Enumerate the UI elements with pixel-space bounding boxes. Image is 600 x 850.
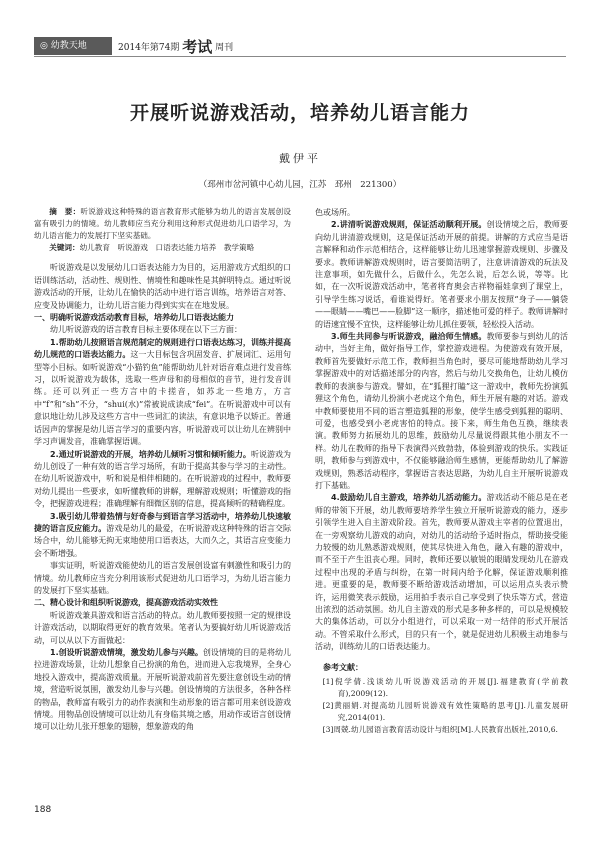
keywords-text: 幼儿教育 听说游戏 口语表达能力培养 教学策略 — [79, 243, 255, 252]
author-affiliation: （邳州市岔河镇中心幼儿园，江苏 邳州 221300） — [198, 180, 402, 190]
paragraph: 幼儿听说游戏的语言教育目标主要体现在以下三方面： — [50, 325, 242, 335]
paragraph-body: 游戏活动不能总是在老师的带领下开展，幼儿教师要培养学生独立开展听说游戏的能力，逐步引领学生进入自主游戏阶段。首先，教师要从游戏主宰者的位置退出，在一旁观察幼儿游戏的动向，对幼儿的活动给予适时指点，帮助接受能力较慢的幼儿熟悉游戏规则，使其尽快进入角色，融入有趣的游戏中，而不至于产生沮丧心理。同时，教师还要以敏锐的眼睛发现幼儿在游戏过程中出现的矛盾与纠纷，在第一时间内给予化解，保证游戏顺利推进。更重要的是，教师要不断给游戏活动增加，可以运用点头表示赞许，运用微笑表示鼓励，运用拍手表示自己享受到了快乐等方式，营造出浓烈的活动氛围。幼儿自主游戏的形式是多种多样的，可以是规模较大的集体活动，可以分小组进行，可以采取一对一结伴的形式开展活动。不管采取什么形式，目的只有一个，就是促进幼儿积极主动地参与活动，训练幼儿的口语表达能力。 — [315, 493, 569, 652]
reference-text: 黄丽娟.对提高幼儿园听说游戏有效性策略的思考[J].儿童发展研究,2014(01). — [333, 701, 568, 723]
abstract — [34, 206, 291, 242]
reference-number: [3] — [322, 725, 334, 735]
journal-info — [118, 39, 233, 56]
circle-icon: ◎ — [40, 41, 48, 51]
paragraph: 听说游戏是以发展幼儿口语表达能力为目的，运用游戏方式组织的口语训练活动，活动性、规则性、情境性和趣味性是其鲜明特点。通过听说游戏活动的开展，让幼儿在愉快的活动中进行语言训练，培养语言对答、应变及协调能力，让幼儿语言能力得到实实在在地发展。 — [34, 263, 291, 310]
paragraph — [315, 492, 568, 653]
paragraph — [315, 219, 568, 331]
paragraph — [34, 511, 291, 561]
subheading: 2.讲清听说游戏规则，保证活动顺利开展。 — [331, 220, 487, 230]
paragraph-body: 这一大目标包含巩固发音、扩展词汇、运用句型等小目标。如听说游戏“小猫钓鱼”能帮助幼儿针对语音难点进行发音练习，以听说游戏为载体，选取一些声母和韵母相似的音节，进行发音训练。还可以列正一些方言中的卡搓音，如苏北一些地方，方言中“f”和“sh”不分，“shui(水)”常被说成读成“fei”。在听说游戏中可以有意识地让幼儿涉及这些方言中一些词汇的读法，有意识地予以矫正。普通话因声的掌握是幼儿语言学习的重要内容，听说游戏可以让幼儿在辨别中学习声调发音，准确掌握语调。 — [34, 350, 292, 447]
reference-item — [315, 700, 568, 724]
subheading: 3.师生共同参与听说游戏，融洽师生情感。 — [331, 332, 487, 342]
running-header — [34, 37, 566, 57]
paragraph-body: 教师要参与到幼儿的活动中，当好主角，做好指导工作，掌控游戏进程。为使游戏有效开展，教师首先要做好示范工作，教师担当角色时，要尽可能地帮助幼儿学习掌握游戏中的对话描述部分的内容，然后与幼儿交换角色，让幼儿模仿教师的表演参与游戏。譬如，在“狐狸打瞌”这一游戏中，教师先扮演狐狸这个角色，请幼儿扮演小老虎这个角色，师生开展有趣的对话。游戏中教师要使用不同的语言塑造狐狸的形象，使学生感受到狐狸的聪明、可爱，也感受到小老虎害怕的特点。接下来，师生角色互换，继续表演。教师努力拓展幼儿的思维，鼓励幼儿尽量说得跟其他小朋友不一样。幼儿在教师的指导下表演得兴致勃勃，体验到游戏的快乐。实践证明，教师参与到游戏中，不仅能够融洽师生感情，更能帮助幼儿了解游戏规则，熟悉活动程序，掌握语言表达思路，为幼儿自主开展听说游戏打下基础。 — [315, 332, 569, 490]
left-column — [34, 206, 291, 734]
reference-text: 周兢.幼儿园语言教育活动设计与组织[M].人民教育出版社,2010,6. — [333, 725, 558, 735]
section-heading: 二、精心设计和组织听说游戏，提高游戏活动实效性 — [34, 598, 218, 608]
paragraph — [315, 331, 568, 492]
paragraph — [34, 337, 291, 449]
paragraph-body: 游戏是幼儿的最爱，在听说游戏这种特殊的语言交际场合中，幼儿能够无拘无束地使用口语表达，大而久之，其语言应变能力会不断增强。 — [34, 523, 292, 558]
subheading: 1.帮助幼儿按照语言规范制定的规则进行口语表达练习，训练并提高幼儿规范的口语表达能力。 — [34, 337, 291, 360]
section-tab — [34, 37, 112, 55]
reference-item — [315, 676, 568, 700]
paragraph — [34, 449, 291, 511]
keywords — [34, 242, 291, 254]
paragraph: 事实证明，听说游戏能使幼儿的语言发展创设富有刺激性和吸引力的情境。幼儿教师应当充分利用该形式促进幼儿口语学习，为幼儿语言能力的发展打下坚实基础。 — [34, 561, 291, 595]
reference-text: 倪学倩.浅谈幼儿听说游戏活动的开展[J].福建教育(学前教育),2009(12). — [333, 677, 568, 699]
page-number: 188 — [34, 805, 52, 815]
author-name: 戴伊平 — [279, 152, 321, 165]
header-rule — [34, 56, 566, 57]
article-title: 开展听说游戏活动，培养幼儿语言能力 — [129, 102, 470, 124]
section-label: 幼教天地 — [50, 41, 87, 51]
journal-name: 考试 — [182, 38, 213, 56]
section-heading: 一、明确听说游戏活动教育目标，培养幼儿口语表达能力 — [34, 313, 234, 323]
abstract-label: 摘 要： — [49, 207, 81, 216]
subheading: 4.鼓励幼儿自主游戏，培养幼儿活动能力。 — [331, 493, 487, 503]
subheading: 2.通过听说游戏的开展，培养幼儿倾听习惯和倾听能力。 — [50, 449, 251, 459]
paragraph: 色或场所。 — [315, 208, 355, 217]
subheading: 3.吸引幼儿带着热情与好奇参与到语言学习活动中，培养幼儿快速敏捷的语言反应能力。 — [34, 511, 291, 533]
reference-number: [1] — [322, 677, 334, 687]
reference-item — [315, 724, 568, 736]
paragraph-body: 创设情境之后，教师要向幼儿讲清游戏规则，这是保证活动开展的前提。讲解的方式应当是语言解释和动作示范相结合，这样能够让幼儿迅速掌握游戏规则、步骤及要求。教师讲解游戏规则时，语言要简洁明了，注意讲清游戏的玩法及注意事项，如先做什么，后做什么，先怎么说，后怎么说，等等。比如，在一次听说游戏活动中，笔者将育奥会吉祥物福娃拿到了课堂上，引导学生练习说话，看谁说得好。笔者要求小朋友按照“身子——躺袋——眼睛——嘴巴——脸脚”这一顺序，描述他可爱的样子。教师讲解时的语速宜慢不宜快，这样能够让幼儿抓住要领，轻松投入活动。 — [315, 220, 569, 329]
journal-suffix: 周刊 — [215, 43, 234, 53]
year-issue: 2014年第74期 — [118, 43, 180, 53]
reference-number: [2] — [322, 701, 334, 711]
abstract-text: 听说游戏这种特殊的语言教育形式能够为幼儿的语言发展创设富有吸引力的情境。幼儿教师应当充分利用这种形式促进幼儿口语学习，为幼儿语言能力的发展打下坚实基础。 — [34, 207, 292, 240]
references-heading: 参考文献： — [323, 662, 363, 672]
keywords-label: 关键词： — [49, 243, 80, 252]
paragraph: 听说游戏兼具游戏和语言活动的特点。幼儿教师要按照一定的规律设计游戏活动，以期取得更好的教育效果。笔者认为要搞好幼儿听说游戏活动，可以从以下方面做起： — [34, 610, 291, 645]
right-column — [315, 207, 568, 736]
subheading: 1.创设听说游戏情境，激发幼儿参与兴趣。 — [50, 648, 203, 657]
paragraph-body: 听说游戏为幼儿创设了一种有效的语言学习场所，有助于提高其参与学习的主动性。在幼儿听说游戏中，听和说是相伴相随的。在听说游戏的过程中，教师要对幼儿提出一些要求，如听懂教师的讲解，理解游戏规则；听懂游戏的指令，把握游戏进程；准确理解有细微区别的信息，提高倾听的精确程度。 — [34, 449, 292, 509]
paragraph-body: 创设情境的目的是将幼儿拉进游戏场景，让幼儿想象自己扮演的角色，进而进入忘我境界，全身心地投入游戏中，提高游戏质量。开展听说游戏前首先要注意创设生动的情境，营造听说氛围，激发幼儿参与兴趣。创设情境的方法很多，各种各样的物品，教师富有吸引力的动作表演和生动形象的语言都可用来创设游戏情境。用物品创设情境可以让幼儿有身临其境之感，用动作或语言创设情境可以让幼儿张开想象的翅膀，想象游戏的角 — [34, 648, 291, 732]
paragraph — [34, 647, 291, 734]
